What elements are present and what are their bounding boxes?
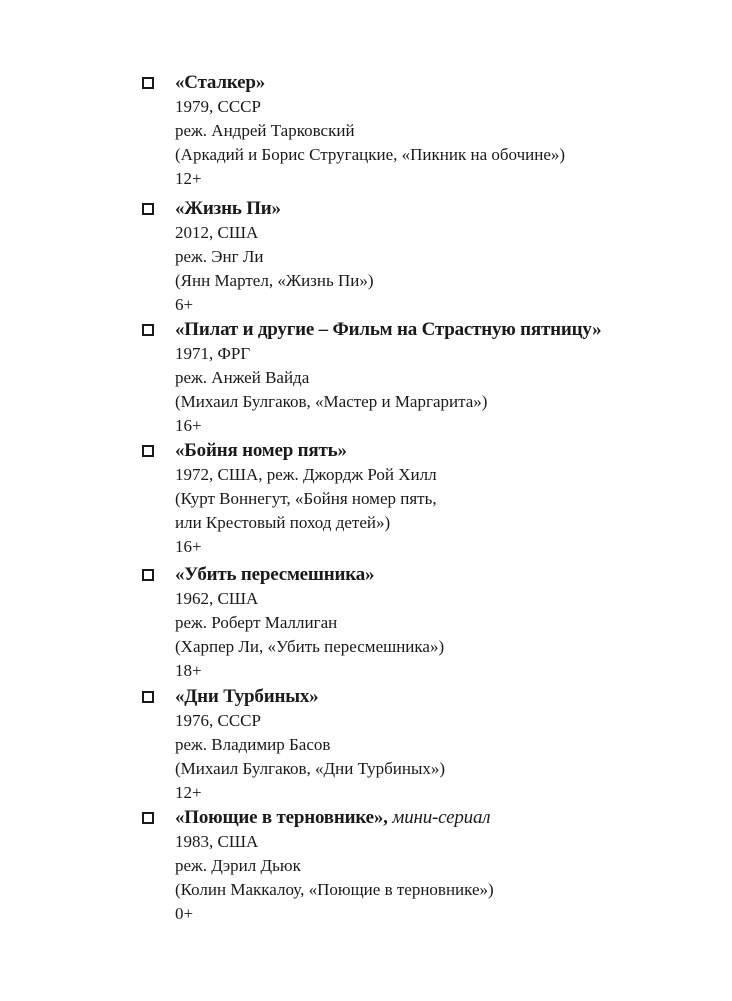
film-checkbox[interactable] <box>142 691 154 703</box>
film-title-text: «Поющие в терновнике», <box>175 807 388 828</box>
film-source: (Курт Воннегут, «Бойня номер пять, <box>175 489 437 508</box>
film-year-country: 1962, США <box>175 589 259 608</box>
film-checkbox[interactable] <box>142 77 154 89</box>
film-source: (Михаил Булгаков, «Мастер и Маргарита») <box>175 392 488 411</box>
film-checkbox[interactable] <box>142 569 154 581</box>
film-checkbox[interactable] <box>142 445 154 457</box>
film-title: «Убить пересмешника» <box>175 564 375 585</box>
film-age-rating: 16+ <box>175 537 202 556</box>
film-director: реж. Роберт Маллиган <box>175 613 338 632</box>
film-year-country: 1976, СССР <box>175 711 261 730</box>
film-director: реж. Анжей Вайда <box>175 368 310 387</box>
film-title <box>175 806 695 830</box>
film-age-rating: 6+ <box>175 295 194 314</box>
film-source: (Колин Маккалоу, «Поющие в терновнике») <box>175 880 494 899</box>
film-source: (Михаил Булгаков, «Дни Турбиных») <box>175 759 446 778</box>
film-year-country-director: 1972, США, реж. Джордж Рой Хилл <box>175 465 437 484</box>
film-director: реж. Андрей Тарковский <box>175 121 355 140</box>
film-director: реж. Владимир Басов <box>175 735 331 754</box>
film-year-country: 2012, США <box>175 223 259 242</box>
film-source: (Аркадий и Борис Стругацкие, «Пикник на обочине») <box>175 145 566 164</box>
film-title: «Пилат и другие – Фильм на Страстную пятницу» <box>175 319 602 340</box>
film-year-country: 1971, ФРГ <box>175 344 251 363</box>
film-checkbox[interactable] <box>142 324 154 336</box>
film-source: (Янн Мартел, «Жизнь Пи») <box>175 271 374 290</box>
film-source: (Харпер Ли, «Убить пересмешника») <box>175 637 445 656</box>
film-title: «Бойня номер пять» <box>175 440 347 461</box>
film-year-country: 1979, СССР <box>175 97 261 116</box>
film-title: «Сталкер» <box>175 72 266 93</box>
film-age-rating: 0+ <box>175 904 194 923</box>
film-age-rating: 12+ <box>175 783 202 802</box>
film-director: реж. Энг Ли <box>175 247 264 266</box>
film-format-note: мини-сериал <box>392 807 491 828</box>
film-age-rating: 16+ <box>175 416 202 435</box>
film-checkbox[interactable] <box>142 812 154 824</box>
film-age-rating: 12+ <box>175 169 202 188</box>
film-checkbox[interactable] <box>142 203 154 215</box>
film-source-continued: или Крестовый поход детей») <box>175 513 391 532</box>
film-title: «Жизнь Пи» <box>175 198 281 219</box>
film-director: реж. Дэрил Дьюк <box>175 856 301 875</box>
film-year-country: 1983, США <box>175 832 259 851</box>
film-age-rating: 18+ <box>175 661 202 680</box>
film-title: «Дни Турбиных» <box>175 686 319 707</box>
